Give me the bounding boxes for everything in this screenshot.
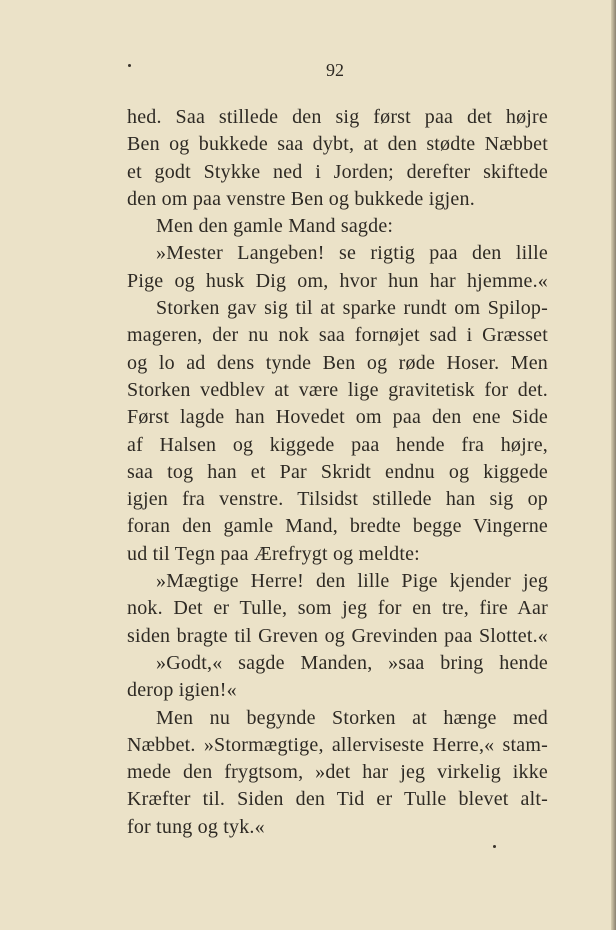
text-line: Storken gav sig til at sparke rundt om Spilop- <box>156 297 548 320</box>
text-line: Ben og bukkede saa dybt, at den stødte Næbbet <box>127 133 548 156</box>
text-line: den om paa venstre Ben og bukkede igjen. <box>127 187 475 210</box>
text-line: Storken vedblev at være lige gravitetisk for det. <box>127 378 548 401</box>
text-line: »Mægtige Herre! den lille Pige kjender jeg <box>156 570 548 593</box>
text-line: Men nu begynde Storken at hænge med <box>156 706 548 729</box>
text-line: hed. Saa stillede den sig først paa det højre <box>127 106 548 128</box>
text-line: af Halsen og kiggede paa hende fra højre, <box>127 433 548 456</box>
text-line: Først lagde han Hovedet om paa den ene Side <box>127 406 548 429</box>
text-line: siden bragte til Greven og Grevinden paa Slottet.« <box>127 624 548 647</box>
text-line: igjen fra venstre. Tilsidst stillede han sig op <box>127 488 548 511</box>
speck <box>493 845 496 848</box>
text-line: Men den gamle Mand sagde: <box>156 215 394 238</box>
text-line: foran den gamle Mand, bredte begge Vingerne <box>127 515 548 538</box>
text-line: Pige og husk Dig om, hvor hun har hjemme.« <box>127 269 548 292</box>
text-line: Kræfter til. Siden den Tid er Tulle blevet alt- <box>127 788 548 811</box>
text-line: derop igien!« <box>127 679 237 702</box>
page-edge <box>611 0 616 930</box>
text-line: og lo ad dens tynde Ben og røde Hoser. Men <box>127 351 548 374</box>
text-line: saa tog han et Par Skridt endnu og kiggede <box>127 460 548 483</box>
text-line: »Godt,« sagde Manden, »saa bring hende <box>156 651 548 674</box>
text-line: mageren, der nu nok saa fornøjet sad i Græsset <box>127 324 548 347</box>
text-line: ud til Tegn paa Ærefrygt og meldte: <box>127 542 420 565</box>
text-line: »Mester Langeben! se rigtig paa den lille <box>156 242 548 265</box>
text-line: mede den frygtsom, »det har jeg virkelig ikke <box>127 761 548 784</box>
text-line: Næbbet. »Stormægtige, allerviseste Herre,« stam- <box>127 733 548 756</box>
page-number: 92 <box>326 60 344 80</box>
text-line: nok. Det er Tulle, som jeg for en tre, fire Aar <box>127 597 548 620</box>
body-text <box>127 104 548 841</box>
text-line: for tung og tyk.« <box>127 815 265 838</box>
text-line: et godt Stykke ned i Jorden; derefter skiftede <box>127 160 548 183</box>
